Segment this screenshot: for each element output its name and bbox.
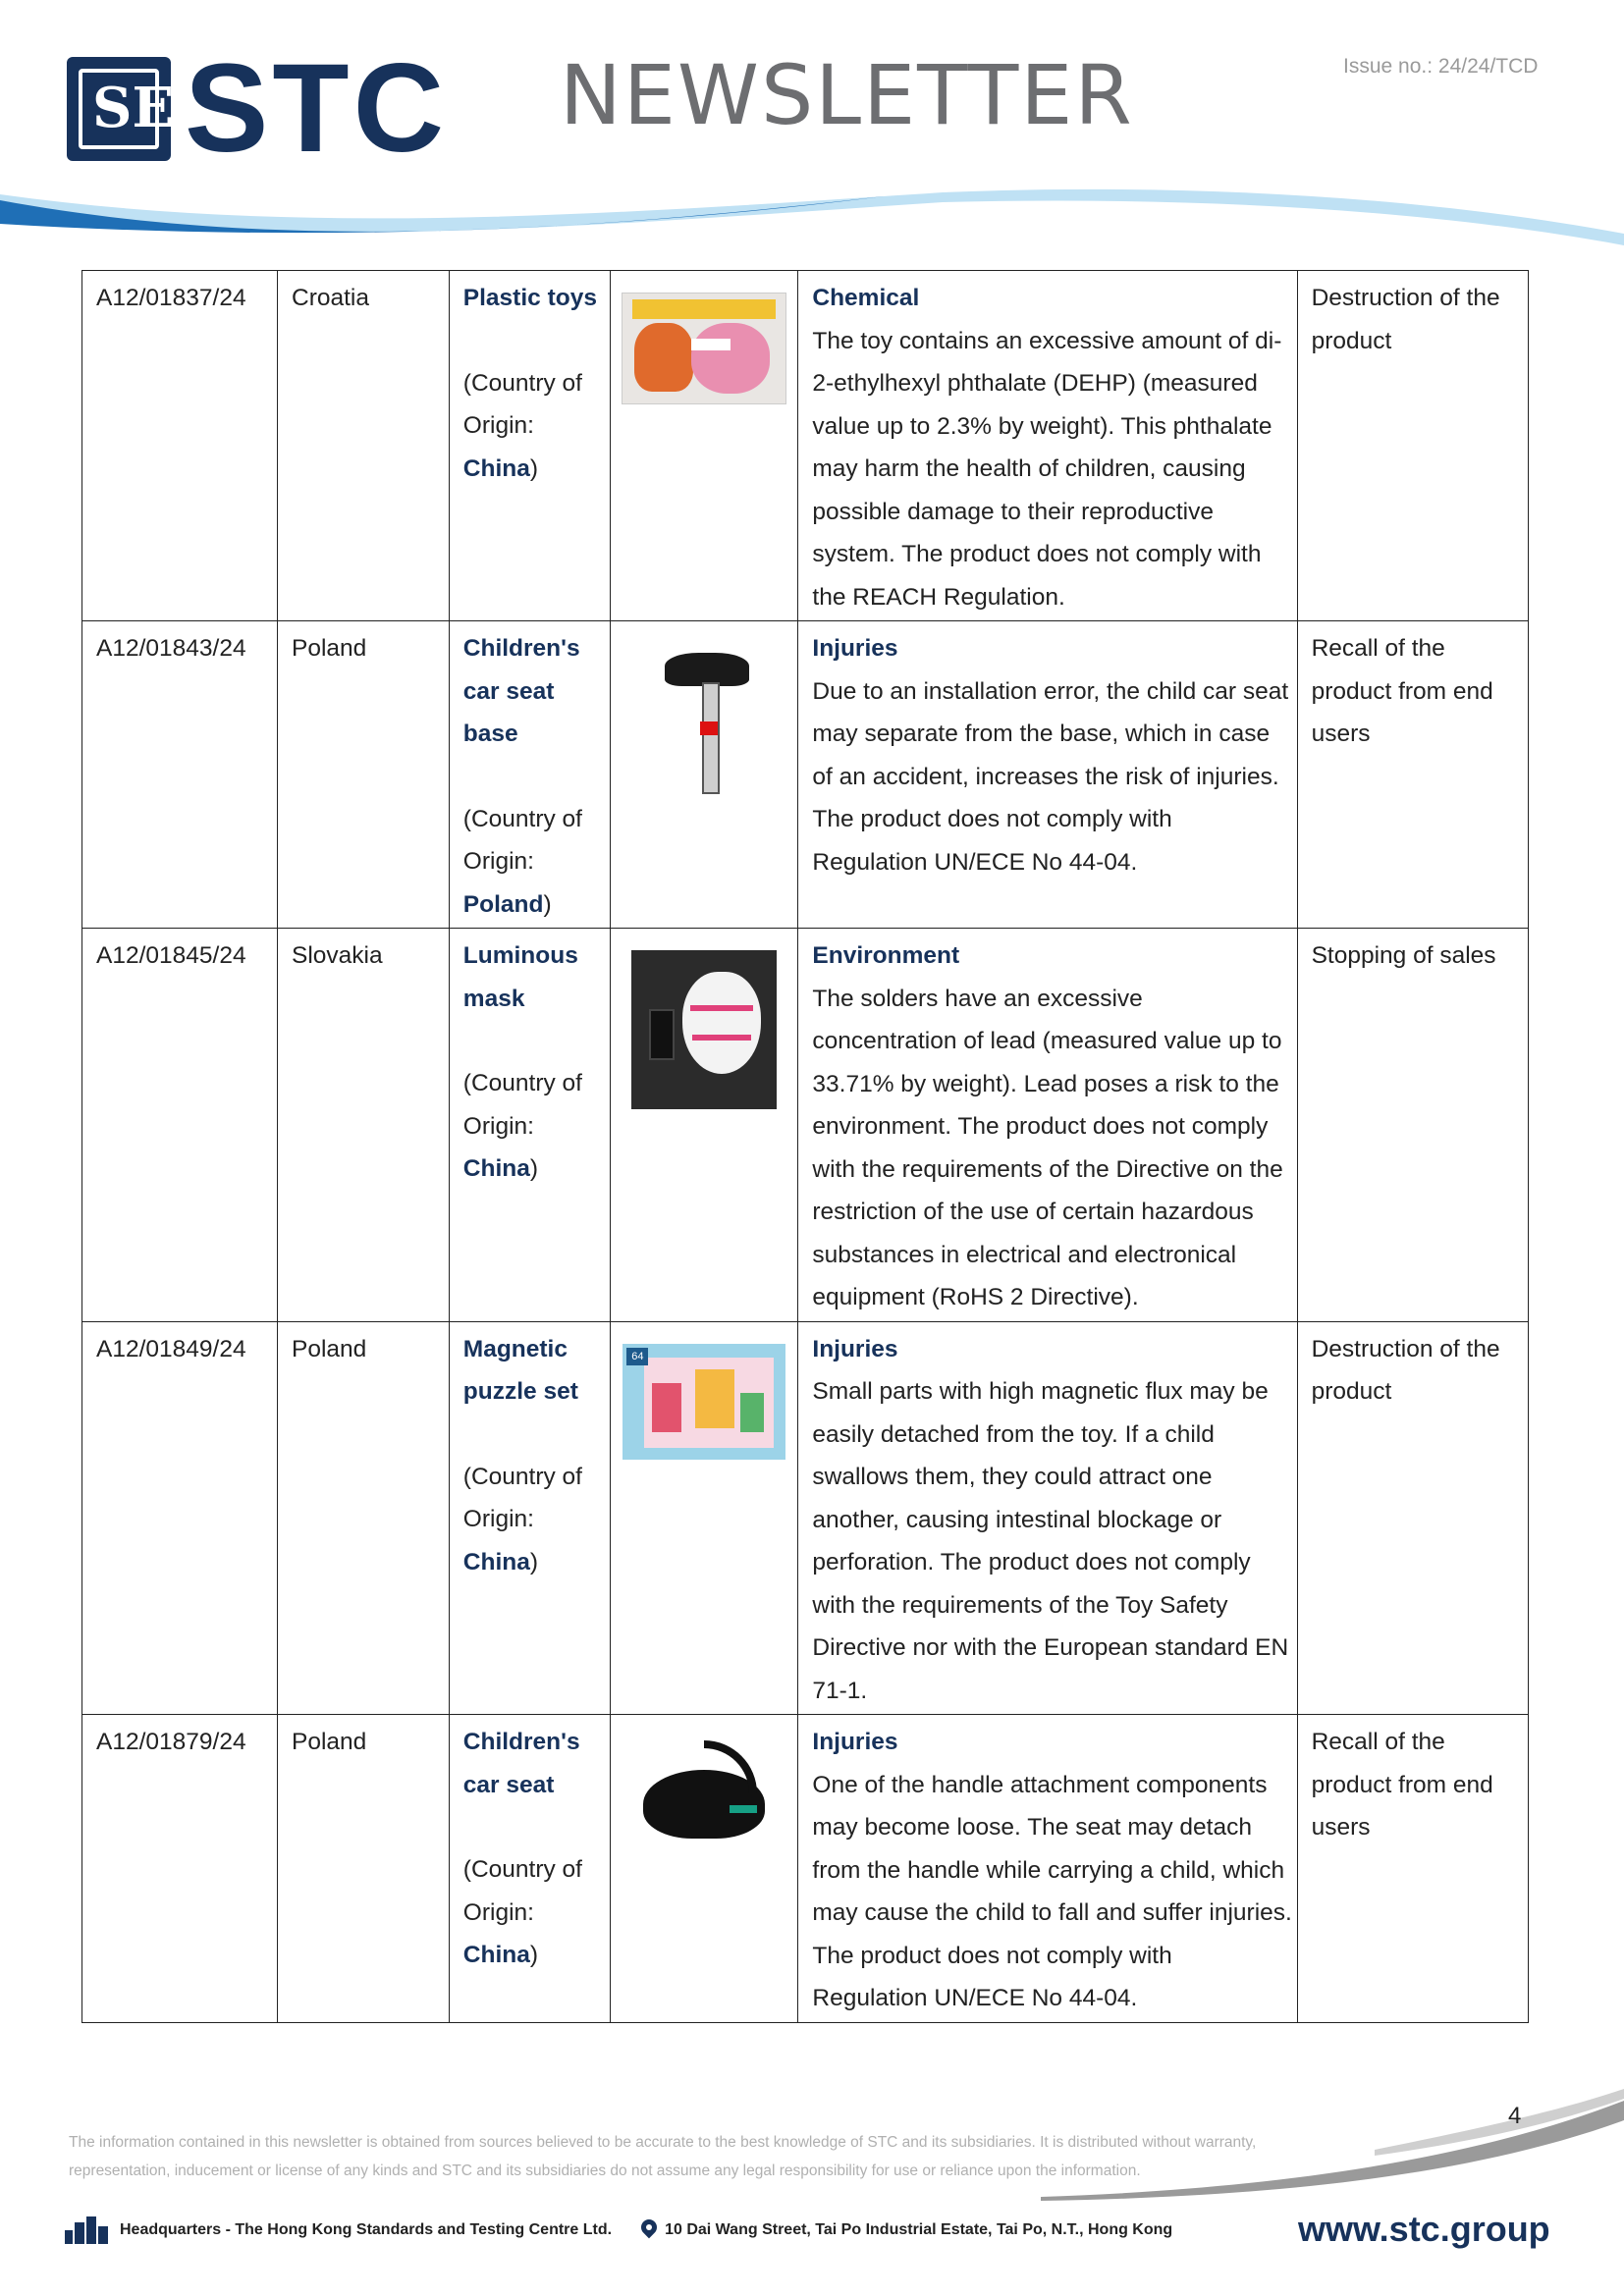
product-cell [449, 1321, 611, 1715]
hazard-type: Injuries [812, 635, 898, 662]
hazard-cell [798, 1715, 1297, 2023]
hazard-type: Injuries [812, 1335, 898, 1362]
table-row [82, 1321, 1529, 1715]
origin-country: China [462, 454, 530, 482]
image-cell [611, 271, 798, 621]
image-cell [611, 1715, 798, 2023]
hazard-description: The toy contains an excessive amount of di-2-ethylhexyl phthalate (DEHP) (measured value up to 2.3% by weight). This phthalate may harm the health of children, causing possible damage to their reproductive system. The product does not comply with the REACH Regulation. [812, 327, 1282, 611]
car-seat-base-photo [645, 643, 763, 810]
stc-logo-mark-icon: SE [67, 57, 171, 161]
origin-country: China [462, 1155, 530, 1182]
product-cell [449, 271, 611, 621]
reference-cell: A12/01837/24 [82, 271, 278, 621]
hazard-cell [798, 1321, 1297, 1715]
image-cell [611, 929, 798, 1322]
product-name: Luminous mask [462, 942, 578, 1012]
headquarters-line [65, 2216, 1172, 2244]
reference-cell: A12/01843/24 [82, 621, 278, 929]
image-cell [611, 621, 798, 929]
hazard-cell [798, 929, 1297, 1322]
building-icon [65, 2216, 110, 2244]
country-cell: Poland [278, 621, 450, 929]
hazard-type: Injuries [812, 1729, 898, 1755]
table-row [82, 929, 1529, 1322]
luminous-mask-photo [631, 950, 777, 1109]
origin-suffix: ) [529, 1155, 539, 1182]
product-name: Children's car seat base [462, 635, 580, 747]
origin-prefix: (Country of Origin: [462, 1070, 582, 1140]
country-cell: Poland [278, 1321, 450, 1715]
table-row [82, 1715, 1529, 2023]
measure-cell: Recall of the product from end users [1297, 621, 1528, 929]
newsletter-title: NEWSLETTER [560, 47, 1134, 143]
issue-number: Issue no.: 24/24/TCD [1343, 55, 1539, 78]
table-row [82, 621, 1529, 929]
country-cell: Croatia [278, 271, 450, 621]
address-text: 10 Dai Wang Street, Tai Po Industrial Estate, Tai Po, N.T., Hong Kong [665, 2221, 1173, 2238]
disclaimer: The information contained in this newsletter is obtained from sources believed to be accurate to the best knowledge of STC and its subsidiaries. It is distributed without warranty, representation, inducement or license of any kinds and STC and its subsidiaries do not assume any legal responsibility for use or reliance upon the information. [69, 2134, 1257, 2179]
reference-cell: A12/01879/24 [82, 1715, 278, 2023]
car-seat-photo [635, 1736, 773, 1844]
origin-suffix: ) [529, 454, 539, 482]
origin-prefix: (Country of Origin: [462, 805, 582, 875]
image-cell [611, 1321, 798, 1715]
country-cell: Poland [278, 1715, 450, 2023]
reference-cell: A12/01845/24 [82, 929, 278, 1322]
hazard-type: Chemical [812, 285, 920, 311]
measure-cell: Destruction of the product [1297, 1321, 1528, 1715]
header-swoosh [0, 177, 1624, 265]
location-pin-icon [641, 2219, 657, 2241]
origin-prefix: (Country of Origin: [462, 369, 582, 439]
product-cell [449, 1715, 611, 2023]
headquarters-text: Headquarters - The Hong Kong Standards and Testing Centre Ltd. [120, 2221, 613, 2238]
product-name: Children's car seat [462, 1729, 580, 1798]
origin-country: China [462, 1942, 530, 1968]
hazard-type: Environment [812, 942, 960, 969]
page-number: 4 [1508, 2103, 1522, 2129]
product-name: Magnetic puzzle set [462, 1335, 578, 1405]
origin-suffix: ) [529, 1942, 539, 1968]
reference-cell: A12/01849/24 [82, 1321, 278, 1715]
origin-suffix: ) [543, 890, 552, 918]
stc-logo-text: STC [185, 38, 448, 179]
measure-cell: Stopping of sales [1297, 929, 1528, 1322]
country-cell: Slovakia [278, 929, 450, 1322]
product-name: Plastic toys [462, 285, 597, 311]
hazard-description: The solders have an excessive concentration of lead (measured value up to 33.71% by weight). Lead poses a risk to the environment. The product does not comply with the requirements of the Directive on the restriction of the use of certain hazardous substances in electrical and electronical equipment (RoHS 2 Directive). [812, 985, 1283, 1310]
product-cell [449, 621, 611, 929]
hazard-description: One of the handle attachment components may become loose. The seat may detach from the handle while carrying a child, which may cause the child to fall and suffer injuries. The product does not comply with Regulation UN/ECE No 44-04. [812, 1771, 1292, 2011]
magnetic-puzzle-photo: 64 [623, 1344, 785, 1460]
hazard-cell [798, 621, 1297, 929]
measure-cell: Destruction of the product [1297, 271, 1528, 621]
measure-cell: Recall of the product from end users [1297, 1715, 1528, 2023]
origin-country: China [462, 1548, 530, 1575]
origin-suffix: ) [529, 1548, 539, 1575]
plastic-toys-photo [622, 293, 786, 404]
hazard-description: Due to an installation error, the child car seat may separate from the base, which in case of an accident, increases the risk of injuries. The product does not comply with Regulation UN/ECE No 44-04. [812, 677, 1289, 876]
recall-table [81, 270, 1529, 2023]
table-row [82, 271, 1529, 621]
origin-prefix: (Country of Origin: [462, 1856, 582, 1926]
product-cell [449, 929, 611, 1322]
hazard-cell [798, 271, 1297, 621]
hazard-description: Small parts with high magnetic flux may be easily detached from the toy. If a child swallows them, they could attract one another, causing intestinal blockage or perforation. The product does not comply with the requirements of the Toy Safety Directive nor with the European standard EN 71-1. [812, 1378, 1289, 1704]
origin-prefix: (Country of Origin: [462, 1463, 582, 1532]
origin-country: Poland [462, 890, 544, 918]
stc-logo [67, 38, 448, 179]
website-link[interactable]: www.stc.group [1298, 2209, 1550, 2249]
